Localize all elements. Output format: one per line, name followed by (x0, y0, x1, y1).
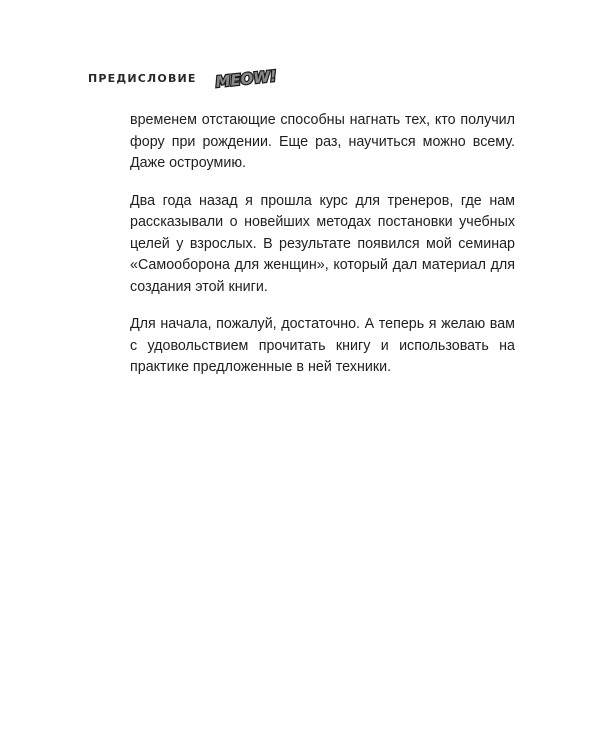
body-text (130, 110, 515, 395)
meow-logo-text: MEOW! (214, 66, 278, 91)
paragraph-2: Два года назад я прошла курс для тренеров, где нам рассказывали о новейших методах постановки учебных целей у взрослых. В результате появился мой семинар «Самооборона для женщин», который дал материал для создания этой книги. (130, 192, 515, 295)
meow-logo (213, 65, 279, 91)
paragraph-3: Для начала, пожалуй, достаточно. А теперь я желаю вам с удовольствием прочитать книгу и использовать на практике предложенные в ней техники. (130, 316, 515, 375)
paragraph-1: временем отстающие способны нагнать тех, кто получил фору при рождении. Еще раз, научиться можно всему. Даже остроумию. (130, 112, 515, 171)
running-head (88, 64, 279, 92)
section-label: ПРЕДИСЛОВИЕ (88, 71, 197, 85)
